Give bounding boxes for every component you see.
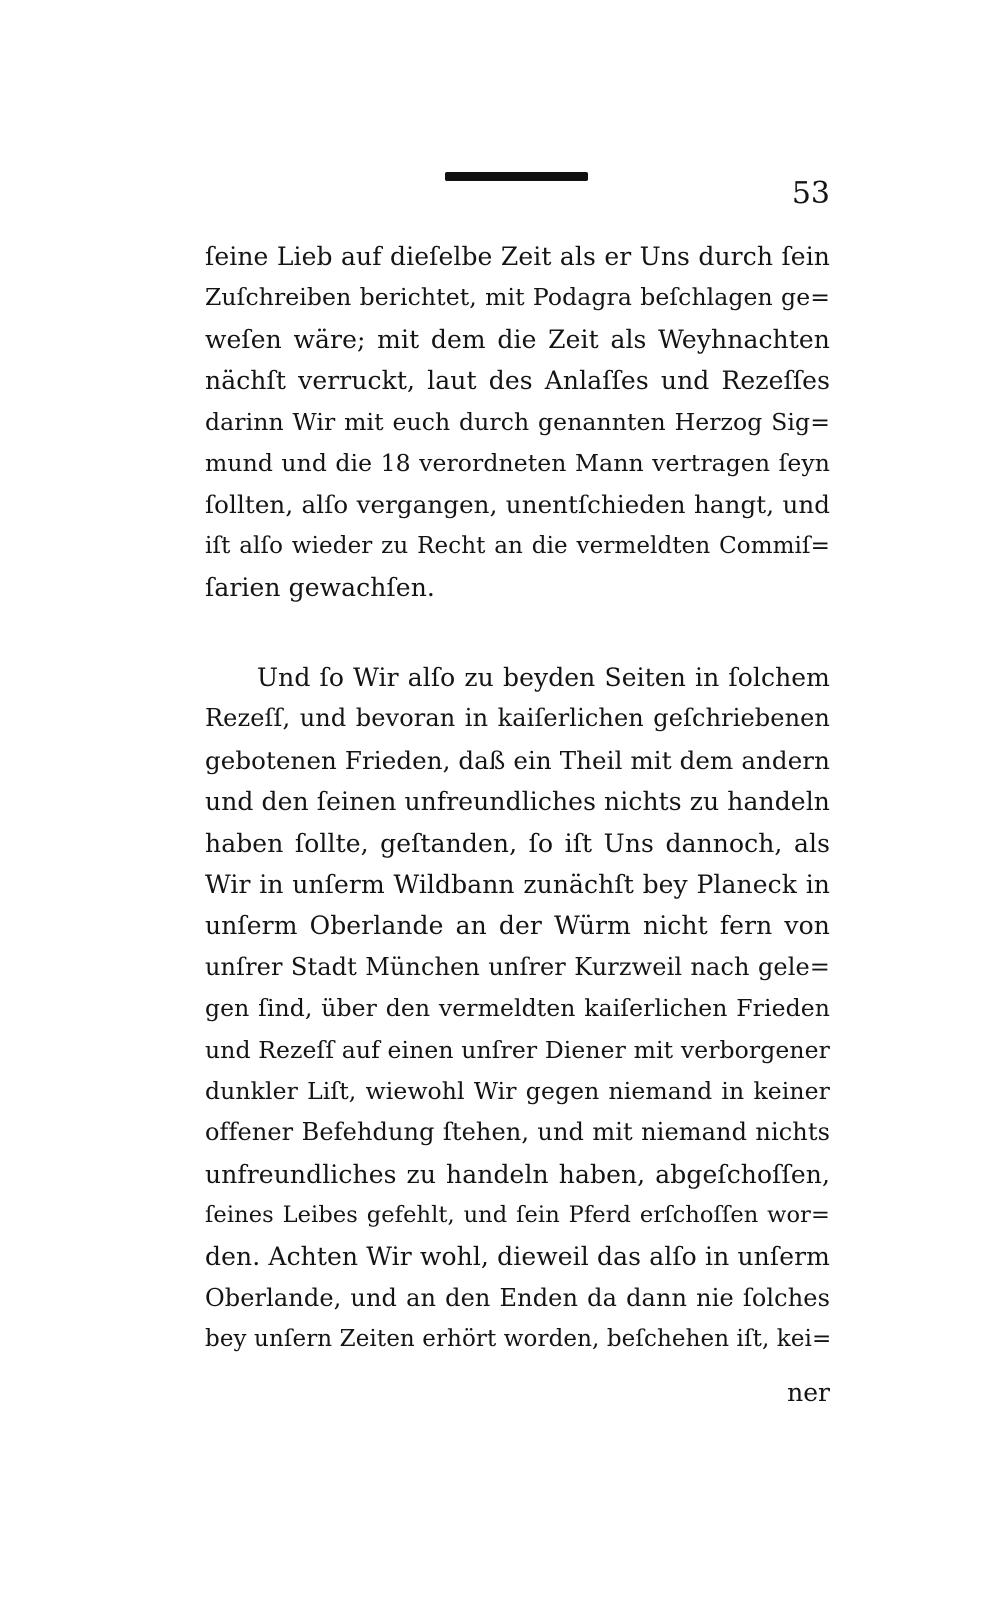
text-line: ſeines Leibes gefehlt, und ſein Pferd erſchoſſen wor= [205,1202,830,1229]
text-line: nächſt verruckt, laut des Anlaſſes und Rezeſſes [205,366,830,396]
text-line: Wir in unſerm Wildbann zunächſt bey Planeck in [205,869,830,899]
text-line: iſt alſo wieder zu Recht an die vermeldten Commiſ= [205,532,830,559]
text-line: ſollten, alſo vergangen, unentſchieden hangt, und [205,490,830,520]
text-line: mund und die 18 verordneten Mann vertragen ſeyn [205,448,830,477]
text-line: Und ſo Wir alſo zu beyden Seiten in ſolchem [257,663,830,692]
text-line: weſen wäre; mit dem die Zeit als Weyhnachten [205,324,830,354]
text-line: und Rezeſſ auf einen unſrer Diener mit verborgener [205,1035,830,1064]
text-line: unſerm Oberlande an der Würm nicht fern von [205,911,830,941]
header-rule [445,172,588,181]
text-line: Zuſchreiben berichtet, mit Podagra beſchlagen ge= [205,283,830,312]
text-line: bey unſern Zeiten erhört worden, beſchehen iſt, kei= [205,1326,832,1353]
text-line: haben ſollte, geſtanden, ſo iſt Uns dannoch, als [205,828,830,858]
text-line: unſrer Stadt München unſrer Kurzweil nach gele= [205,952,830,981]
text-line: darinn Wir mit euch durch genannten Herzog Sig= [205,407,830,436]
text-line: dunkler Liſt, wiewohl Wir gegen niemand in keiner [205,1076,830,1105]
text-line: ſeine Lieb auf dieſelbe Zeit als er Uns durch ſein [205,242,830,271]
text-line: unfreundliches zu handeln haben, abgeſchoſſen, [205,1159,830,1189]
text-line: gebotenen Frieden, daß ein Theil mit dem andern [205,745,830,775]
text-line: und den ſeinen unfreundliches nichts zu handeln [205,787,830,817]
paragraph-1 [205,236,830,609]
text-line: Rezeſſ, und bevoran in kaiſerlichen geſchriebenen [205,704,830,733]
text-line: den. Achten Wir wohl, dieweil das alſo in unſerm [205,1242,830,1272]
text-line: ſarien gewachſen. [205,573,435,603]
text-line: Oberlande, und an den Enden da dann nie ſolches [205,1283,830,1312]
catchword: ner [787,1378,830,1407]
text-line: gen ſind, über den vermeldten kaiſerlichen Frieden [205,994,830,1023]
text-line: offener Befehdung ſtehen, und mit niemand nichts [205,1118,830,1147]
paragraph-2 [205,657,830,1361]
page-number: 53 [791,176,830,211]
